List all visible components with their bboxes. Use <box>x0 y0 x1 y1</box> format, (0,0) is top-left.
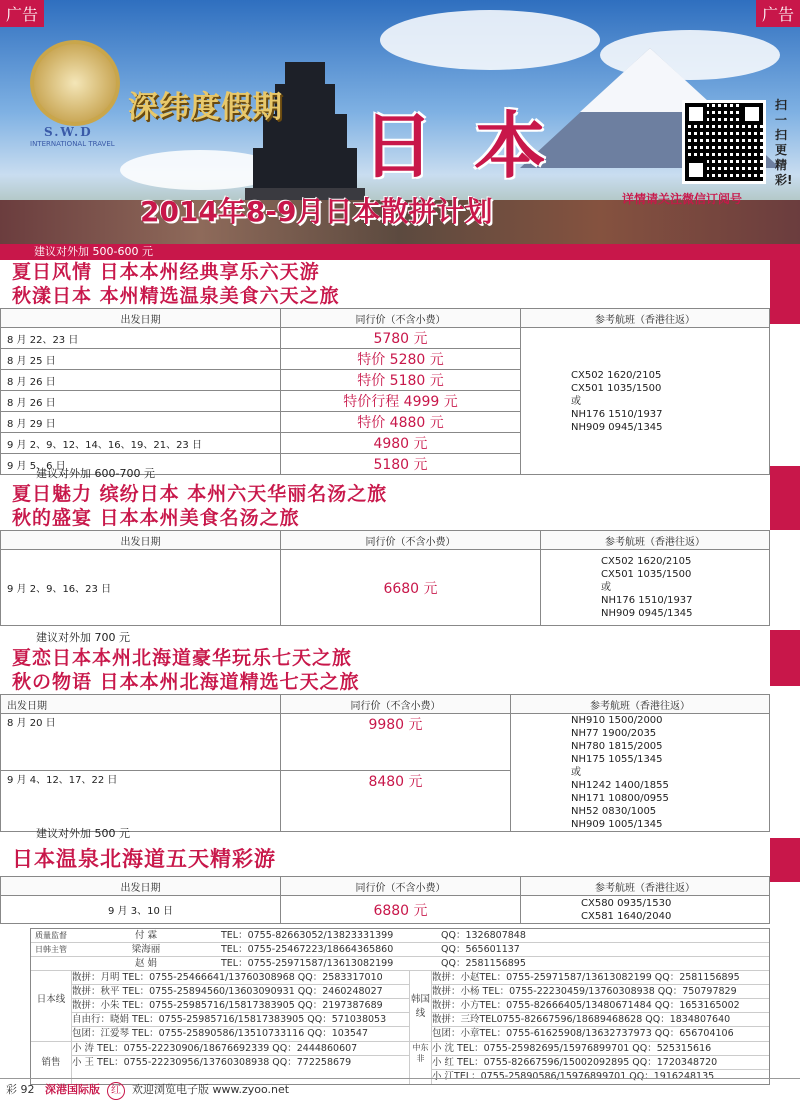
tour-section-2 <box>0 466 770 626</box>
flight-cell: CX502 1620/2105 CX501 1035/1500 或 NH176 1510/1937 NH909 0945/1345 <box>541 550 770 626</box>
price-cell: 5180 元 <box>281 454 521 475</box>
date-cell: 9 月 3、10 日 <box>1 896 281 924</box>
contact-line: 包团：小章TEL：0755-61625908/13632737973 QQ：656704106 <box>432 1028 734 1039</box>
col-date: 出发日期 <box>1 695 281 714</box>
tour-section-3 <box>0 630 770 832</box>
col-flight: 参考航班（香港往返） <box>521 877 770 896</box>
logo-text: S.W.D <box>44 125 93 139</box>
price-cell: 特价行程 4999 元 <box>281 391 521 412</box>
col-flight: 参考航班（香港往返） <box>521 309 770 328</box>
flight-cell: NH910 1500/2000 NH77 1900/2035 NH780 1815/2005 NH175 1055/1345 或 NH1242 1400/1855 NH171 10800/0955 NH52 0830/1005 NH909 1005/1345 <box>511 714 770 832</box>
scan-hint: 扫一扫更精彩! <box>775 98 793 187</box>
contact-role: 日韩主管 <box>35 945 67 954</box>
contact-qq: QQ：1326807848 <box>441 930 526 941</box>
contact-tel: TEL：0755-25971587/13613082199 <box>221 958 394 969</box>
korea-label: 韩国线 <box>409 971 431 1041</box>
contact-line: 小 王 TEL：0755-22230956/13760308938 QQ：772258679 <box>72 1057 352 1068</box>
ad-label-left: 广告 <box>0 0 44 27</box>
plan-title: 2014年8-9月日本散拼计划 <box>140 195 493 228</box>
price-cell: 8480 元 <box>281 770 511 831</box>
contact-line: 包团：江爱琴 TEL：0755-25890586/13510733116 QQ：103547 <box>72 1028 369 1039</box>
contact-line: 小 江TEL：0755-25890586/15976899701 QQ：1916248135 <box>432 1071 715 1082</box>
contact-line: 小 沈 TEL：0755-25982695/15976899701 QQ：525315616 <box>432 1042 769 1056</box>
contact-role: 质量监督 <box>35 931 67 940</box>
page-number: 彩 92 <box>6 1083 35 1096</box>
col-price: 同行价（不含小费） <box>281 877 521 896</box>
flight-cell: CX502 1620/2105 CX501 1035/1500 或 NH176 1510/1937 NH909 0945/1345 <box>521 328 770 475</box>
mideast-africa-label: 中东非 <box>409 1042 431 1084</box>
price-cell: 9980 元 <box>281 714 511 771</box>
contact-line: 散拼：月明 TEL：0755-25466641/13760308968 QQ：2583317010 <box>72 971 409 985</box>
tour-title: 日本温泉北海道五天精彩游 <box>12 847 276 871</box>
price-cell: 6880 元 <box>281 896 521 924</box>
date-cell: 8 月 29 日 <box>1 412 281 433</box>
date-cell: 9 月 2、9、12、14、16、19、21、23 日 <box>1 433 281 454</box>
flight-cell: CX580 0935/1530 CX581 1640/2040 <box>521 896 770 924</box>
price-table <box>0 694 770 832</box>
logo-subtext: INTERNATIONAL TRAVEL <box>30 140 115 148</box>
date-cell: 8 月 20 日 <box>1 714 281 771</box>
wechat-note: 详情请关注微信订阅号 <box>622 192 743 206</box>
contact-panel <box>30 928 770 1085</box>
col-price: 同行价（不含小费） <box>281 695 511 714</box>
markup-tip: 建议对外加 500-600 元 <box>0 244 770 260</box>
tour-title: 秋の物语 日本本州北海道精选七天之旅 <box>12 671 360 693</box>
contact-tel: TEL：0755-25467223/18664365860 <box>221 944 394 955</box>
price-cell: 5780 元 <box>281 328 521 349</box>
price-table <box>0 530 770 626</box>
contact-name: 赵 娟 <box>134 958 158 969</box>
date-cell: 8 月 22、23 日 <box>1 328 281 349</box>
japan-label: 日本线 <box>36 994 66 1005</box>
tour-title: 夏日风情 日本本州经典享乐六天游 <box>12 261 320 283</box>
markup-tip: 建议对外加 700 元 <box>36 631 130 644</box>
contact-line: 散拼：小赵TEL：0755-25971587/13613082199 QQ：2581156895 <box>432 971 769 985</box>
date-cell: 9 月 4、12、17、22 日 <box>1 770 281 831</box>
contact-line: 散拼：小朱 TEL：0755-25985716/15817383905 QQ：2197387689 <box>72 999 409 1013</box>
markup-tip: 建议对外加 500 元 <box>36 827 130 840</box>
qr-code[interactable] <box>682 100 766 184</box>
contact-line: 自由行：晓娟 TEL：0755-25985716/15817383905 QQ：571038053 <box>72 1013 409 1027</box>
tour-title: 秋漾日本 本州精选温泉美食六天之旅 <box>12 285 340 307</box>
contact-tel: TEL：0755-82663052/13823331399 <box>221 930 394 941</box>
date-cell: 8 月 26 日 <box>1 391 281 412</box>
contact-line: 散拼：三玲TEL0755-82667596/18689468628 QQ：1834807640 <box>432 1013 769 1027</box>
price-table <box>0 308 770 475</box>
contact-qq: QQ：565601137 <box>441 944 520 955</box>
edition-badge: 红 <box>107 1082 125 1100</box>
col-price: 同行价（不含小费） <box>281 309 521 328</box>
contact-qq: QQ：2581156895 <box>441 958 526 969</box>
date-cell: 8 月 26 日 <box>1 370 281 391</box>
contact-line: 散拼：秋平 TEL：0755-25894560/13603090931 QQ：2460248027 <box>72 985 409 999</box>
price-table <box>0 876 770 924</box>
date-cell: 9 月 5、6 日 <box>1 454 281 475</box>
contact-line: 小 涛 TEL：0755-22230906/18676692339 QQ：2444860607 <box>72 1042 409 1056</box>
edition-label: 深港国际版 <box>45 1083 100 1096</box>
col-flight: 参考航班（香港往返） <box>511 695 770 714</box>
website-link[interactable]: 欢迎浏览电子版 www.zyoo.net <box>132 1083 290 1096</box>
sales-label: 销售 <box>41 1057 61 1068</box>
price-cell: 特价 4880 元 <box>281 412 521 433</box>
col-date: 出发日期 <box>1 531 281 550</box>
tour-title: 夏日魅力 缤纷日本 本州六天华丽名汤之旅 <box>12 483 388 505</box>
col-flight: 参考航班（香港往返） <box>541 531 770 550</box>
col-date: 出发日期 <box>1 877 281 896</box>
tour-title: 夏恋日本本州北海道豪华玩乐七天之旅 <box>12 647 353 669</box>
page-footer <box>0 1078 800 1100</box>
contact-line: 小 红 TEL：0755-82667596/15002092895 QQ：1720348720 <box>432 1056 769 1070</box>
contact-line: 散拼：小方TEL：0755-82666405/13480671484 QQ：1653165002 <box>432 999 769 1013</box>
col-date: 出发日期 <box>1 309 281 328</box>
tour-section-4 <box>0 826 770 924</box>
contact-name: 付 霖 <box>134 930 158 941</box>
col-price: 同行价（不含小费） <box>281 531 541 550</box>
contact-name: 梁海丽 <box>131 944 161 955</box>
contact-role <box>31 957 71 970</box>
price-cell: 特价 5280 元 <box>281 349 521 370</box>
date-cell: 9 月 2、9、16、23 日 <box>1 550 281 626</box>
destination-title: 日本 <box>362 104 587 188</box>
date-cell: 8 月 25 日 <box>1 349 281 370</box>
brand-name: 深纬度假期 <box>128 90 283 125</box>
ad-label-right: 广告 <box>756 0 800 27</box>
tour-section-1 <box>0 244 770 475</box>
contact-line: 散拼：小杨 TEL：0755-22230459/13760308938 QQ：750797829 <box>432 985 769 999</box>
price-cell: 6680 元 <box>281 550 541 626</box>
price-cell: 特价 5180 元 <box>281 370 521 391</box>
price-cell: 4980 元 <box>281 433 521 454</box>
markup-tip: 建议对外加 600-700 元 <box>36 467 155 480</box>
tour-title: 秋的盛宴 日本本州美食名汤之旅 <box>12 507 300 529</box>
company-logo <box>30 40 120 126</box>
